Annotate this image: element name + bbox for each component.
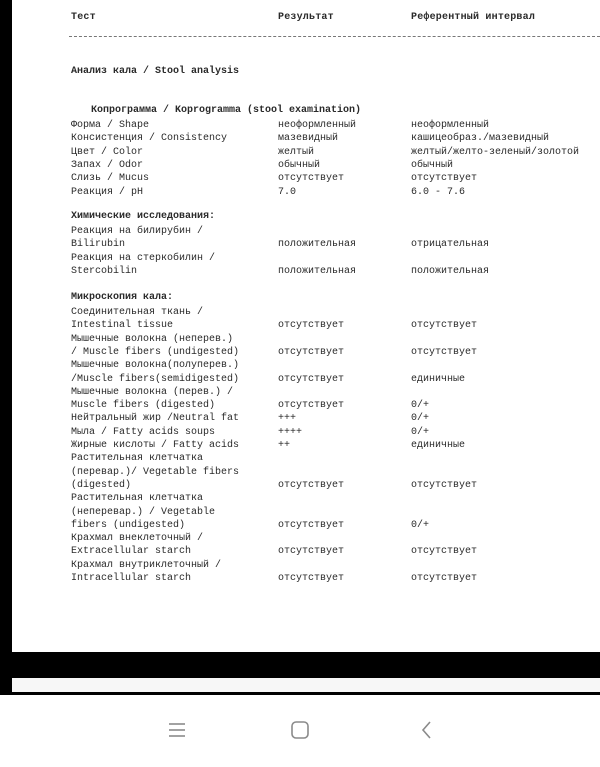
test-result: отсутствует: [278, 546, 345, 558]
recent-apps-button[interactable]: [162, 715, 192, 745]
reference-value: 0/+: [411, 413, 430, 425]
reference-value: единичные: [411, 440, 466, 451]
test-name: Мышечные волокна (перев.) /: [71, 386, 234, 398]
table-row: [12, 466, 600, 479]
table-row: [12, 545, 600, 558]
table-row: [12, 572, 600, 585]
reference-value: отсутствует: [411, 479, 478, 491]
reference-value: неоформленный: [411, 120, 490, 131]
test-name: Intracellular starch: [71, 573, 192, 584]
test-name: Консистенция / Consistency: [71, 133, 228, 145]
table-row: [12, 132, 600, 145]
test-name: Мышечные волокна (неперев.): [71, 333, 234, 345]
table-row: [12, 319, 600, 332]
test-result: отсутствует: [278, 373, 345, 385]
table-row: [12, 399, 600, 412]
test-name: Bilirubin: [71, 239, 126, 251]
chemical-title: Химические исследования:: [71, 211, 216, 222]
table-row: [12, 426, 600, 439]
test-result: +++: [278, 413, 297, 425]
test-result: отсутствует: [278, 400, 345, 412]
test-name: Растительная клетчатка: [71, 453, 204, 465]
test-name: Соединительная ткань /: [71, 307, 204, 318]
test-result: ++++: [278, 426, 303, 438]
table-row: [12, 439, 600, 452]
test-name: Реакция на стеркобилин /: [71, 252, 216, 264]
back-button[interactable]: [412, 715, 442, 745]
test-result: желтый: [278, 146, 315, 158]
reference-value: кашицеобраз./мазевидный: [411, 133, 550, 145]
microscopy-title: Микроскопия кала:: [71, 292, 174, 303]
table-row: [12, 159, 600, 172]
table-row: [12, 386, 600, 399]
reference-value: желтый/желто-зеленый/золотой: [411, 146, 580, 158]
test-name: Запах / Odor: [71, 159, 144, 171]
table-row: [12, 146, 600, 159]
table-row: [12, 519, 600, 532]
section-title: Анализ кала / Stool analysis: [71, 66, 240, 77]
test-name: Реакция на билирубин /: [71, 226, 204, 237]
header-test: Тест: [71, 12, 96, 23]
table-row: [12, 479, 600, 492]
coprogram-title: Копрограмма / Koprogramma (stool examination): [91, 105, 362, 116]
reference-value: отрицательная: [411, 239, 490, 251]
test-name: (digested): [71, 479, 132, 491]
header-reference: Референтный интервал: [411, 12, 536, 23]
menu-lines-icon: [167, 721, 187, 739]
test-result: отсутствует: [278, 320, 345, 332]
table-row: [12, 559, 600, 572]
home-button[interactable]: [285, 715, 315, 745]
test-name: (неперевар.) / Vegetable: [71, 506, 216, 518]
table-row: [12, 346, 600, 359]
test-name: /Muscle fibers(semidigested): [71, 373, 240, 385]
reference-value: 0/+: [411, 426, 430, 438]
reference-value: отсутствует: [411, 346, 478, 358]
test-name: Intestinal tissue: [71, 320, 174, 332]
test-name: Нейтральный жир /Neutral fat: [71, 413, 240, 425]
header-result: Результат: [278, 12, 334, 23]
test-result: ++: [278, 440, 291, 451]
test-name: Цвет / Color: [71, 146, 144, 158]
table-row: [12, 359, 600, 372]
table-row: [12, 265, 600, 278]
system-nav-bar: [0, 695, 600, 767]
table-row: [12, 452, 600, 465]
test-name: Слизь / Mucus: [71, 173, 150, 185]
reference-value: обычный: [411, 159, 454, 171]
test-result: 7.0: [278, 186, 297, 198]
table-row: [12, 306, 600, 319]
test-name: Мышечные волокна(полуперев.): [71, 360, 240, 372]
reference-value: положительная: [411, 265, 490, 277]
test-result: отсутствует: [278, 479, 345, 491]
rounded-square-icon: [290, 720, 310, 740]
reference-value: единичные: [411, 373, 466, 385]
test-name: fibers (undigested): [71, 519, 186, 531]
table-row: [12, 506, 600, 519]
reference-value: отсутствует: [411, 573, 478, 584]
table-row: [12, 238, 600, 251]
test-result: отсутствует: [278, 573, 345, 584]
page-gap: [12, 678, 600, 692]
test-name: Реакция / pH: [71, 186, 144, 198]
table-row: [12, 252, 600, 265]
table-row: [12, 119, 600, 132]
test-result: отсутствует: [278, 346, 345, 358]
chevron-left-icon: [420, 720, 434, 740]
table-row: [12, 373, 600, 386]
header-divider: [69, 36, 600, 37]
test-name: (перевар.)/ Vegetable fibers: [71, 466, 240, 478]
reference-value: отсутствует: [411, 173, 478, 185]
test-name: / Muscle fibers (undigested): [71, 346, 240, 358]
test-name: Muscle fibers (digested): [71, 400, 216, 412]
table-row: [12, 532, 600, 545]
reference-value: 0/+: [411, 400, 430, 412]
test-result: отсутствует: [278, 173, 345, 185]
table-row: [12, 172, 600, 185]
table-row: [12, 412, 600, 425]
table-row: [12, 333, 600, 346]
test-result: положительная: [278, 239, 357, 251]
reference-value: 0/+: [411, 519, 430, 531]
table-row: [12, 186, 600, 199]
test-name: Extracellular starch: [71, 546, 192, 558]
test-name: Растительная клетчатка: [71, 493, 204, 505]
test-name: Мыла / Fatty acids soups: [71, 426, 216, 438]
test-name: Stercobilin: [71, 265, 138, 277]
test-result: отсутствует: [278, 519, 345, 531]
reference-value: отсутствует: [411, 546, 478, 558]
test-result: положительная: [278, 265, 357, 277]
test-result: неоформленный: [278, 120, 357, 131]
reference-value: отсутствует: [411, 320, 478, 332]
test-name: Жирные кислоты / Fatty acids: [71, 440, 240, 451]
test-result: мазевидный: [278, 133, 339, 145]
test-name: Форма / Shape: [71, 120, 150, 131]
test-name: Крахмал внеклеточный /: [71, 533, 204, 545]
test-name: Крахмал внутриклеточный /: [71, 559, 222, 571]
document-page: [12, 0, 600, 652]
table-row: [12, 492, 600, 505]
reference-value: 6.0 - 7.6: [411, 186, 466, 198]
table-row: [12, 225, 600, 238]
test-result: обычный: [278, 159, 321, 171]
